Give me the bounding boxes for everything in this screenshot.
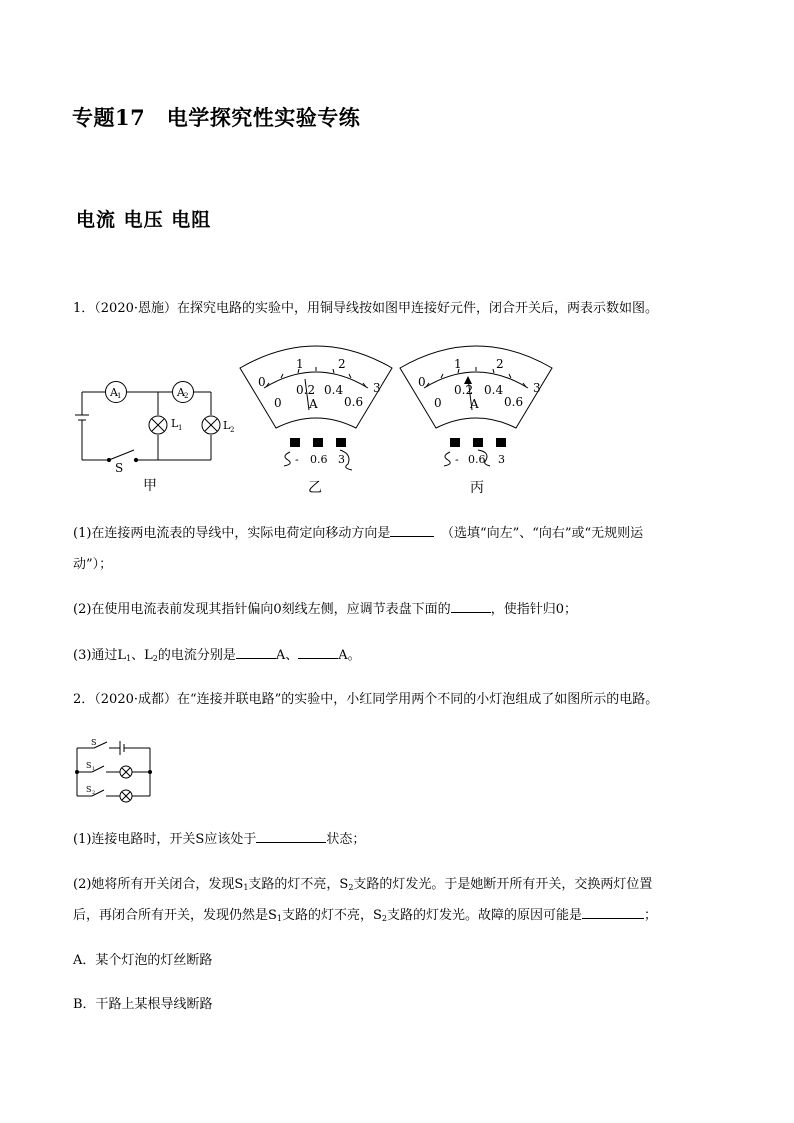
q2-stem: 2．（2020·成都）在“连接并联电路”的实验中，小红同学用两个不同的小灯泡组成了如图所示的电路。 [73, 692, 659, 707]
svg-text:3: 3 [498, 453, 505, 466]
svg-text:A: A [309, 397, 318, 411]
svg-text:S: S [86, 761, 92, 770]
q2-part1: (1)连接电路时，开关S应该处于 状态； [73, 832, 366, 847]
q1-part3: (3)通过$L_1$、$L_2$的电流分别是 A、 A。 [73, 648, 361, 663]
svg-text:0.4: 0.4 [484, 383, 504, 397]
q1-part2: (2)在使用电流表前发现其指针偏向0刻线左侧，应调节表盘下面的 ，使指针归0； [73, 602, 577, 617]
svg-text:丙: 丙 [470, 480, 484, 496]
svg-text:2: 2 [184, 392, 189, 400]
svg-text:1: 1 [117, 392, 122, 400]
svg-text:3: 3 [533, 381, 541, 395]
svg-text:0.2: 0.2 [454, 383, 474, 397]
svg-text:A: A [470, 397, 479, 411]
answer-blank [451, 600, 491, 613]
q2-circuit [74, 736, 156, 806]
svg-text:2: 2 [338, 357, 346, 371]
svg-text:1: 1 [454, 357, 462, 371]
svg-text:0.6: 0.6 [504, 395, 524, 409]
q2-option-b: B．干路上某根导线断路 [73, 997, 213, 1012]
svg-text:1: 1 [178, 424, 183, 432]
svg-text:A: A [110, 386, 118, 399]
q2-option-a: A．某个灯泡的灯丝断路 [73, 953, 213, 968]
svg-text:2: 2 [92, 790, 96, 796]
svg-text:L: L [171, 417, 179, 430]
q1-ammeter-bing [396, 332, 556, 502]
svg-text:1: 1 [92, 766, 96, 772]
answer-blank [298, 646, 338, 659]
q1-stem: 1．（2020·恩施）在探究电路的实验中，用铜导线按如图甲连接好元件，闭合开关后，两表示数如图。 [73, 301, 658, 316]
q2-part2-line2: 后，再闭合所有开关，发现仍然是$S_1$支路的灯不亮，$S_2$支路的灯发光。故障的原因可能是 ； [73, 908, 658, 923]
answer-blank [256, 830, 326, 843]
svg-text:S: S [91, 738, 97, 747]
svg-text:S: S [86, 785, 92, 794]
q1-part1-line1: (1)在连接两电流表的导线中，实际电荷定向移动方向是 （选填“向左”、“向右”或“无规则运 [73, 526, 644, 541]
q2-part2-line1: (2)她将所有开关闭合，发现$S_1$支路的灯不亮，$S_2$支路的灯发光。于是她断开所有开关，交换两灯位置 [73, 877, 653, 892]
svg-text:0.6: 0.6 [344, 395, 364, 409]
svg-text:2: 2 [230, 426, 235, 434]
svg-text:3: 3 [338, 453, 345, 466]
page-title: 专题17 电学探究性实验专练 [72, 105, 361, 130]
svg-text:0: 0 [274, 396, 282, 410]
svg-text:甲: 甲 [143, 478, 157, 494]
svg-text:乙: 乙 [308, 480, 322, 496]
q1-circuit-jia [74, 370, 239, 500]
svg-text:1: 1 [296, 357, 304, 371]
svg-text:0.2: 0.2 [296, 383, 316, 397]
svg-text:S: S [115, 461, 124, 475]
svg-text:0.6: 0.6 [310, 453, 328, 466]
q1-part1-line2: 动”）； [73, 557, 113, 572]
svg-text:2: 2 [496, 357, 504, 371]
svg-text:-: - [455, 453, 459, 466]
svg-text:0.4: 0.4 [324, 383, 344, 397]
svg-text:0.6: 0.6 [468, 453, 486, 466]
answer-blank [390, 524, 434, 537]
q1-ammeter-yi [236, 332, 396, 502]
svg-text:A: A [177, 386, 185, 399]
section-heading: 电流 电压 电阻 [76, 209, 212, 231]
svg-text:3: 3 [373, 381, 381, 395]
svg-text:0: 0 [258, 375, 266, 389]
answer-blank [236, 646, 276, 659]
answer-blank [582, 906, 644, 919]
svg-text:0: 0 [434, 396, 442, 410]
svg-text:0: 0 [418, 375, 426, 389]
svg-text:-: - [295, 453, 299, 466]
svg-text:L: L [223, 419, 231, 432]
